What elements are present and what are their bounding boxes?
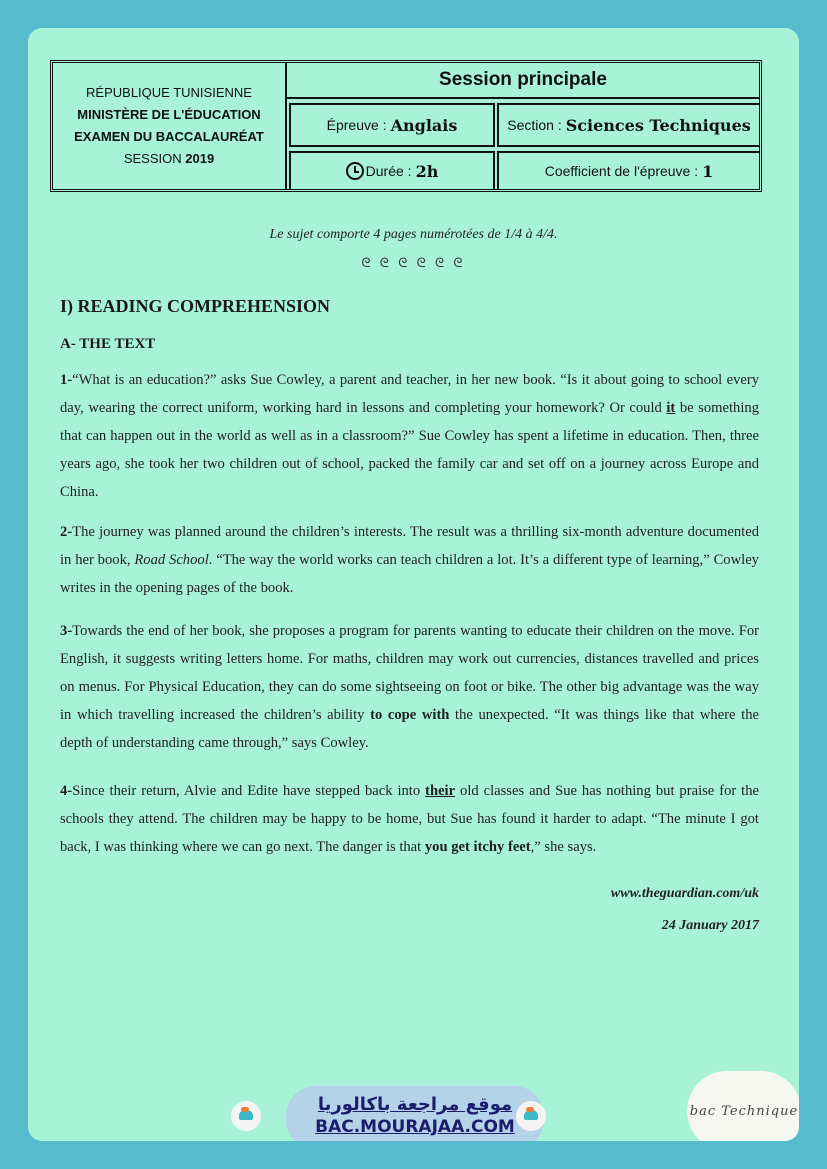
- site-logo-icon: [516, 1101, 546, 1131]
- page-count-notice: Le sujet comporte 4 pages numérotées de 1/4 à 4/4.: [269, 227, 558, 242]
- paragraph-text: ,” she says.: [530, 839, 597, 855]
- epreuve-label: Épreuve :: [326, 117, 387, 133]
- paragraph-text: Towards the end of her book, she proposes a program for parents wanting to educate their children on the move. For English, it suggests writing letters home. For maths, children may work out currencies, distances travelled and prices on menus. For Physical Education, they can do some sightseeing on foot or bike. The other big advantage was the way in which travelling increased the children’s ability: [60, 623, 759, 723]
- paragraph-text: old classes and Sue has nothing but praise for the schools they attend. The children may be happy to be home, but Sue has found it harder to adapt. “The minute I got back, I was thinking where we can go next. The danger is that: [60, 783, 759, 855]
- underlined-word: it: [666, 400, 676, 416]
- paragraph-3: [60, 617, 759, 757]
- coefficient-label: Coefficient de l'épreuve :: [544, 163, 699, 179]
- paragraph-text: The journey was planned around the children’s interests. The result was a thrilling six-month adventure documented in her book,: [60, 524, 759, 568]
- bold-phrase: you get itchy feet: [424, 839, 531, 855]
- session-type: Session principale: [287, 63, 759, 99]
- source-url: www.theguardian.com/uk: [610, 886, 759, 901]
- epreuve-cell: [289, 103, 495, 147]
- paragraph-number: 2-: [60, 524, 73, 540]
- bac-technique-badge: bac Technique: [687, 1071, 799, 1141]
- paragraph-number: 3-: [60, 623, 73, 639]
- exam-header-table: [50, 60, 762, 192]
- section-value: Sciences Techniques: [565, 115, 751, 135]
- paragraph-4: [60, 777, 759, 861]
- ornament-divider: ᘓ ᘓ ᘓ ᘓ ᘓ ᘓ: [361, 255, 466, 270]
- paragraph-text: the unexpected. “It was things like that where the depth of understanding came through,” says Cowley.: [60, 707, 759, 751]
- book-title: Road School: [134, 552, 209, 568]
- coefficient-value: 1: [702, 161, 714, 181]
- duree-cell: [289, 151, 495, 189]
- site-banner[interactable]: [286, 1086, 544, 1141]
- source-date: 24 January 2017: [661, 918, 759, 933]
- banner-arabic-title: موقع مراجعة باكالوريا: [317, 1094, 513, 1115]
- exam-page: [28, 28, 799, 1141]
- duree-label: Durée :: [365, 163, 412, 179]
- banner-url-link[interactable]: BAC.MOURAJAA.COM: [315, 1117, 515, 1137]
- underlined-word: their: [425, 783, 456, 799]
- coefficient-cell: [497, 151, 759, 189]
- header-institution: [53, 63, 287, 189]
- epreuve-value: Anglais: [390, 115, 458, 135]
- paragraph-text: Since their return, Alvie and Edite have stepped back into: [72, 783, 426, 799]
- section-title: I) READING COMPREHENSION: [60, 296, 331, 316]
- republic-label: RÉPUBLIQUE TUNISIENNE: [86, 85, 252, 100]
- paragraph-text: be something that can happen out in the world as well as in a classroom?” Sue Cowley has spent a lifetime in education. Then, three years ago, she took her two children out of school, packed the family car and set off on a journey across Europe and China.: [60, 400, 759, 500]
- paragraph-number: 1-: [60, 372, 73, 388]
- session-year-line: [124, 148, 214, 170]
- paragraph-text: . “The way the world works can teach children a lot. It’s a different type of learning,” Cowley writes in the opening pages of the book.: [60, 552, 759, 596]
- session-year: 2019: [185, 151, 215, 166]
- section-label: Section :: [507, 117, 562, 133]
- bold-phrase: to cope with: [370, 707, 450, 723]
- paragraph-number: 4-: [60, 783, 73, 799]
- subsection-title: A- THE TEXT: [60, 336, 156, 352]
- session-label: SESSION: [123, 151, 182, 166]
- paragraph-2: [60, 518, 759, 602]
- site-logo-icon: [231, 1101, 261, 1131]
- ministry-label: MINISTÈRE DE L'ÉDUCATION: [77, 107, 261, 122]
- paragraph-1: [60, 366, 759, 506]
- paragraph-text: “What is an education?” asks Sue Cowley, a parent and teacher, in her new book. “Is it about going to school every day, wearing the correct uniform, working hard in lessons and completing your homework? Or could: [60, 372, 759, 416]
- exam-label: EXAMEN DU BACCALAURÉAT: [74, 129, 264, 144]
- section-cell: [497, 103, 759, 147]
- duree-value: 2h: [415, 161, 439, 181]
- clock-icon: [346, 162, 364, 180]
